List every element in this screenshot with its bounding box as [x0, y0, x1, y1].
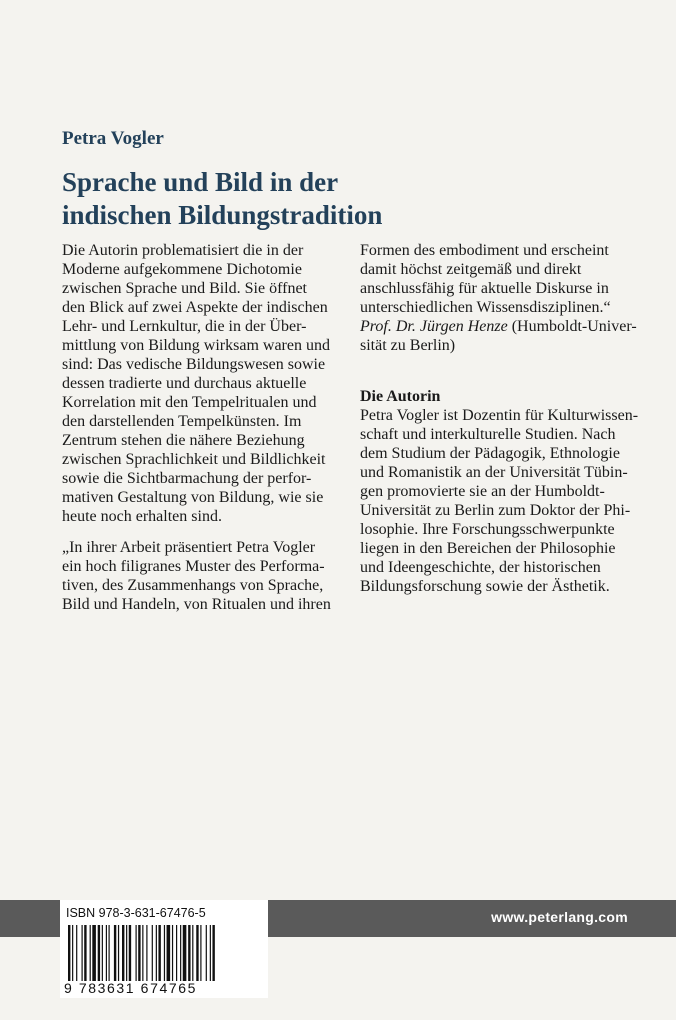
- text-line: Die Autorin problematisiert die in der: [62, 242, 304, 259]
- text-line: gen promovierte sie an der Humboldt-: [360, 483, 605, 500]
- text-line: mittlung von Bildung wirksam waren und: [62, 337, 330, 354]
- book-title: [62, 166, 382, 232]
- about-author-heading: Die Autorin: [360, 388, 441, 405]
- barcode-bar: [106, 925, 107, 981]
- barcode-bar: [200, 925, 201, 981]
- text-line: Lehr- und Lernkultur, die in der Über-: [62, 318, 307, 335]
- quote-author: Prof. Dr. Jürgen Henze: [360, 318, 508, 335]
- text-line: Universität zu Berlin zum Doktor der Phi-: [360, 502, 631, 519]
- text-line: damit höchst zeitgemäß und direkt: [360, 261, 582, 278]
- quote-affiliation: (Humboldt-Univer-: [507, 318, 637, 335]
- barcode-bar: [102, 925, 103, 981]
- author-name: Petra Vogler: [62, 128, 164, 149]
- text-line: sowie die Sichtbarmachung der perfor-: [62, 470, 312, 487]
- text-line: Bild und Handeln, von Ritualen und ihren: [62, 596, 331, 613]
- text-line: unterschiedlichen Wissensdisziplinen.“: [360, 299, 611, 316]
- text-line: Zentrum stehen die nähere Beziehung: [62, 432, 305, 449]
- text-line: anschlussfähig für aktuelle Diskurse in: [360, 280, 609, 297]
- barcode-bar: [158, 925, 160, 981]
- barcode-bar: [84, 925, 86, 981]
- barcode-bar: [136, 925, 137, 981]
- text-line: Petra Vogler ist Dozentin für Kulturwissen-: [360, 407, 639, 424]
- left-column: [62, 241, 338, 614]
- barcode-bar: [109, 925, 110, 981]
- barcode-bar: [156, 925, 157, 981]
- text-line: „In ihrer Arbeit präsentiert Petra Vogler: [62, 539, 316, 556]
- text-line: zwischen Sprachlichkeit und Bildlichkeit: [62, 451, 326, 468]
- right-column: [360, 241, 642, 596]
- barcode-bar: [129, 925, 131, 981]
- barcode-bar: [126, 925, 127, 981]
- about-author-text: [360, 406, 642, 596]
- text-line: Formen des embodiment und erscheint: [360, 242, 609, 259]
- barcode-bar: [90, 925, 91, 981]
- barcode-bar: [142, 925, 143, 981]
- barcode-bar: [164, 925, 165, 981]
- barcode-bar: [172, 925, 173, 981]
- barcode-bar: [152, 925, 153, 981]
- text-line: losophie. Ihre Forschungsschwerpunkte: [360, 521, 615, 538]
- barcode-bar: [206, 925, 207, 981]
- barcode-bar: [138, 925, 140, 981]
- barcode-bar: [192, 925, 193, 981]
- barcode-bar: [92, 925, 96, 981]
- barcode-bar: [98, 925, 100, 981]
- text-line: tiven, des Zusammenhangs von Sprache,: [62, 577, 324, 594]
- barcode-bar: [210, 925, 211, 981]
- barcode-bar: [122, 925, 124, 981]
- barcode-bar: [114, 925, 116, 981]
- barcode-icon: [66, 925, 262, 981]
- quote-continuation: [360, 241, 642, 355]
- barcode-bar: [167, 925, 171, 981]
- isbn-label: ISBN 978-3-631-67476-5: [66, 906, 206, 920]
- text-line: schaft und interkulturelle Studien. Nach: [360, 426, 616, 443]
- barcode-bar: [118, 925, 119, 981]
- barcode-bar: [82, 925, 83, 981]
- title-line: Sprache und Bild in der: [62, 167, 339, 197]
- text-line: Moderne aufgekommene Dichotomie: [62, 261, 302, 278]
- barcode-bar: [188, 925, 190, 981]
- text-line: heute noch erhalten sind.: [62, 508, 222, 525]
- barcode-bar: [72, 925, 73, 981]
- text-line: den darstellenden Tempelkünsten. Im: [62, 413, 302, 430]
- publisher-website[interactable]: www.peterlang.com: [491, 909, 628, 925]
- barcode-bar: [176, 925, 177, 981]
- text-line: mativen Gestaltung von Bildung, wie sie: [62, 489, 324, 506]
- barcode-bar: [183, 925, 187, 981]
- title-line: indischen Bildungstradition: [62, 200, 383, 230]
- text-line: zwischen Sprache und Bild. Sie öffnet: [62, 280, 307, 297]
- quote-attribution: [360, 317, 642, 336]
- quote-paragraph: [62, 538, 338, 614]
- text-line: dem Studium der Pädagogik, Ethnologie: [360, 445, 620, 462]
- barcode-digits: 9 783631 674765: [64, 980, 197, 996]
- text-line: Bildungsforschung sowie der Ästhetik.: [360, 578, 610, 595]
- barcode-bar: [180, 925, 181, 981]
- text-line: liegen in den Bereichen der Philosophie: [360, 540, 616, 557]
- text-line: und Romanistik an der Universität Tübin-: [360, 464, 628, 481]
- barcode-bar: [68, 925, 70, 981]
- barcode-bar: [196, 925, 198, 981]
- text-line: den Blick auf zwei Aspekte der indischen: [62, 299, 328, 316]
- barcode-bar: [76, 925, 77, 981]
- barcode-bar: [212, 925, 214, 981]
- description-paragraph: [62, 241, 338, 526]
- text-line: sind: Das vedische Bildungswesen sowie: [62, 356, 326, 373]
- text-line: dessen tradierte und durchaus aktuelle: [62, 375, 307, 392]
- text-line: und Ideengeschichte, der historischen: [360, 559, 601, 576]
- barcode-bar: [146, 925, 147, 981]
- text-line: ein hoch filigranes Muster des Performa-: [62, 558, 325, 575]
- text-line: Korrelation mit den Tempelritualen und: [62, 394, 317, 411]
- text-line: sität zu Berlin): [360, 337, 456, 354]
